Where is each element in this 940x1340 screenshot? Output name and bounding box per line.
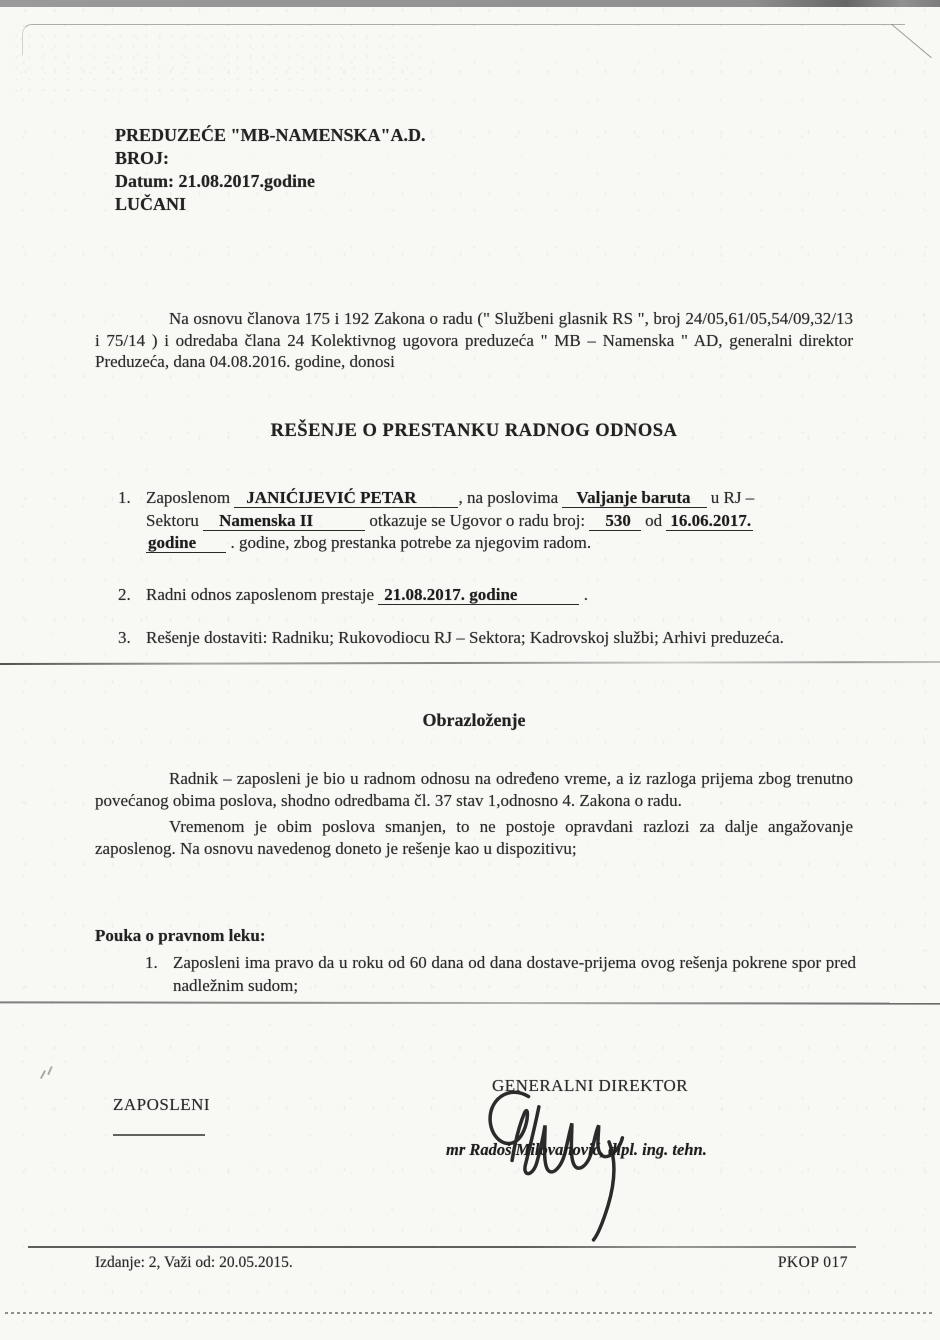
contract-date-field: 16.06.2017. xyxy=(666,511,753,531)
item1-text: Sektoru xyxy=(146,510,199,530)
item-number: 1. xyxy=(145,953,158,972)
item3-text: Rešenje dostaviti: Radniku; Rukovodiocu RJ – Sektora; Kadrovskoj službi; Arhivi preduzeća. xyxy=(146,628,784,647)
item1-text: u RJ – xyxy=(710,488,755,507)
decision-item-2 xyxy=(118,584,856,607)
legal-remedy-heading: Pouka o pravnom leku: xyxy=(95,926,266,945)
explanation-paragraphs xyxy=(95,768,853,864)
employee-name-field: JANIĆIJEVIĆ PETAR xyxy=(234,488,458,508)
sector-field: Namenska II xyxy=(203,511,365,531)
section-divider-line xyxy=(0,1001,940,1004)
section-divider-line xyxy=(0,661,940,665)
legal-basis-paragraph: Na osnovu članova 175 i 192 Zakona o radu (" Službeni glasnik RS ", broj 24/05,61/05,54/09,32/13 i 75/14 ) i odredaba člana 24 Kolektivnog ugovora preduzeća " MB – Namenska " AD, generalni direktor Preduzeća, dana 04.08.2016. godine, donosi xyxy=(95,309,853,371)
number-label: BROJ: xyxy=(115,148,169,168)
contract-number-field: 530 xyxy=(589,511,641,531)
termination-date-field: 21.08.2017. godine xyxy=(378,585,579,605)
scan-bottom-edge xyxy=(5,1312,935,1314)
item1-text: Zaposlenom xyxy=(146,488,231,507)
item1-text: . godine, zbog prestanka potrebe za njegovim radom. xyxy=(230,533,592,552)
explanation-heading: Obrazloženje xyxy=(422,710,526,730)
date-line: Datum: 21.08.2017.godine xyxy=(115,171,316,191)
footer-form-code: PKOP 017 xyxy=(777,1254,848,1271)
pencil-mark xyxy=(40,1066,54,1082)
signature-icon xyxy=(477,1082,642,1242)
item-number: 1. xyxy=(118,488,131,507)
item1-text: , na poslovima xyxy=(458,488,559,507)
footer-edition-info: Izdanje: 2, Važi od: 20.05.2015. xyxy=(95,1254,293,1271)
explanation-paragraph-2: Vremenom je obim poslova smanjen, to ne postoje opravdani razlozi za dalje angažovanje zaposlenog. Na osnovu navedenog doneto je rešenje kao u dispozitivu; xyxy=(95,817,853,858)
job-title-field: Valjanje baruta xyxy=(562,488,706,508)
director-name: mr Radoš Milovanović, dipl. ing. tehn. xyxy=(446,1140,707,1159)
item2-text: Radni odnos zaposlenom prestaje xyxy=(146,585,375,604)
letterhead xyxy=(115,124,426,216)
employee-signature-label: ZAPOSLENI xyxy=(113,1095,211,1114)
decision-item-3 xyxy=(118,627,856,650)
item1-text: otkazuje se Ugovor o radu broj: xyxy=(369,510,586,530)
explanation-paragraph-1: Radnik – zaposleni je bio u radnom odnosu na određeno vreme, a iz razloga prijema zbog trenutno povećanog obima poslova, shodno odredbama čl. 37 stav 1,odnosno 4. Zakona o radu. xyxy=(95,769,853,810)
legal-remedy-text: Zaposleni ima pravo da u roku od 60 dana od dana dostave-prijema ovog rešenja pokrene spor pred nadležnim sudom; xyxy=(173,953,856,995)
footer-divider-line xyxy=(28,1246,856,1248)
employee-signature-line xyxy=(113,1134,205,1136)
document-title: REŠENJE O PRESTANKU RADNOG ODNOSA xyxy=(270,421,678,441)
decision-item-1 xyxy=(118,487,856,555)
item-number: 2. xyxy=(118,585,131,604)
item-number: 3. xyxy=(118,628,131,647)
company-name: PREDUZEĆE "MB-NAMENSKA"A.D. xyxy=(115,125,426,145)
place-line: LUČANI xyxy=(115,194,187,214)
director-title-label: GENERALNI DIREKTOR xyxy=(492,1076,689,1095)
contract-date-year-field: godine xyxy=(146,533,226,553)
legal-remedy-item xyxy=(145,952,856,997)
item2-text: . xyxy=(583,585,588,604)
item1-text: od xyxy=(645,510,663,530)
